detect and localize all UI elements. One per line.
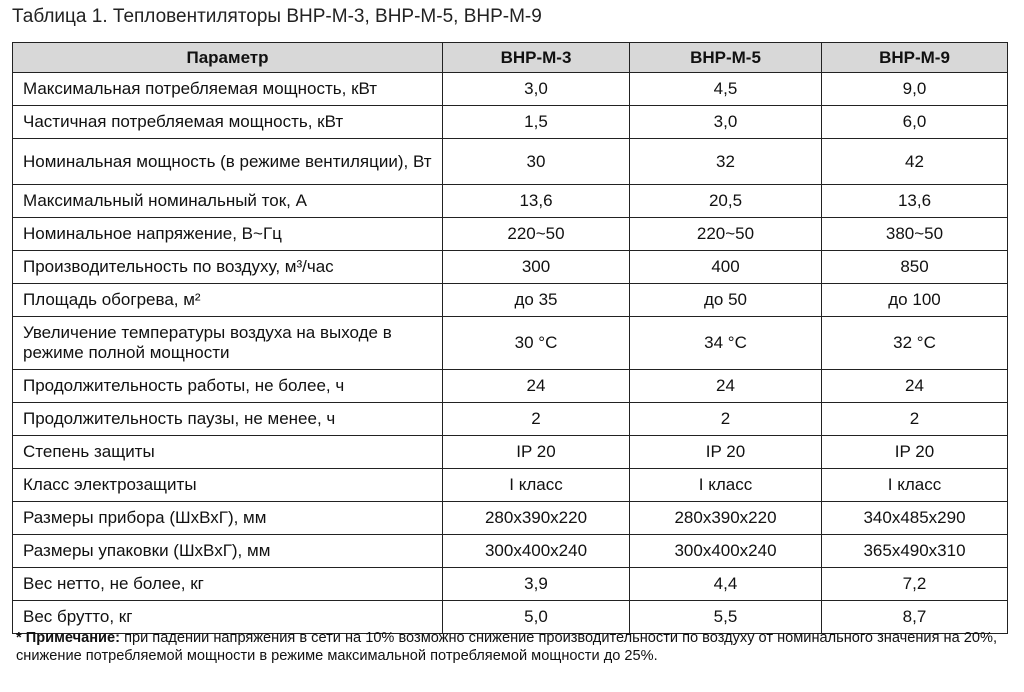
- cell-m3: I класс: [443, 469, 630, 502]
- cell-m3: 13,6: [443, 185, 630, 218]
- table-row: [13, 106, 1008, 139]
- cell-m9: 365x490x310: [822, 535, 1008, 568]
- cell-m9: 340x485x290: [822, 502, 1008, 535]
- table-row: [13, 436, 1008, 469]
- cell-m5: I класс: [630, 469, 822, 502]
- row-parameter: Номинальная мощность (в режиме вентиляции), Вт: [13, 139, 443, 185]
- cell-m5: 220~50: [630, 218, 822, 251]
- cell-m9: I класс: [822, 469, 1008, 502]
- header-model-m3: ВНР-М-3: [443, 43, 630, 73]
- footnote-label: * Примечание:: [16, 630, 121, 646]
- row-parameter: Частичная потребляемая мощность, кВт: [13, 106, 443, 139]
- table-row: [13, 218, 1008, 251]
- table-row: [13, 403, 1008, 436]
- cell-m3: 30 °C: [443, 317, 630, 370]
- table-row: [13, 284, 1008, 317]
- cell-m3: 220~50: [443, 218, 630, 251]
- cell-m3: 2: [443, 403, 630, 436]
- table-row: [13, 139, 1008, 185]
- row-parameter: Продолжительность работы, не более, ч: [13, 370, 443, 403]
- row-parameter: Увеличение температуры воздуха на выходе в режиме полной мощности: [13, 317, 443, 370]
- cell-m3: 1,5: [443, 106, 630, 139]
- table-row: [13, 251, 1008, 284]
- cell-m9: 13,6: [822, 185, 1008, 218]
- cell-m5: IP 20: [630, 436, 822, 469]
- cell-m3: 3,9: [443, 568, 630, 601]
- cell-m3: до 35: [443, 284, 630, 317]
- cell-m5: 2: [630, 403, 822, 436]
- header-model-m5: ВНР-М-5: [630, 43, 822, 73]
- cell-m3: IP 20: [443, 436, 630, 469]
- row-parameter: Максимальная потребляемая мощность, кВт: [13, 73, 443, 106]
- cell-m5: 24: [630, 370, 822, 403]
- row-parameter: Номинальное напряжение, В~Гц: [13, 218, 443, 251]
- table-row: [13, 535, 1008, 568]
- cell-m5: до 50: [630, 284, 822, 317]
- row-parameter: Максимальный номинальный ток, А: [13, 185, 443, 218]
- table-row: [13, 568, 1008, 601]
- cell-m5: 32: [630, 139, 822, 185]
- footnote-text: при падении напряжения в сети на 10% возможно снижение производительности по воздуху от номинального значения на 20%, снижение потребляемой мощности в режиме максимальной потребляемой мощности до 25%.: [16, 630, 998, 664]
- cell-m9: 42: [822, 139, 1008, 185]
- cell-m9: 24: [822, 370, 1008, 403]
- cell-m3: 3,0: [443, 73, 630, 106]
- spec-table: [12, 42, 1008, 634]
- table-row: [13, 502, 1008, 535]
- cell-m9: 850: [822, 251, 1008, 284]
- cell-m3: 24: [443, 370, 630, 403]
- cell-m9: 7,2: [822, 568, 1008, 601]
- cell-m5: 4,4: [630, 568, 822, 601]
- cell-m5: 4,5: [630, 73, 822, 106]
- table-header-row: [13, 43, 1008, 73]
- cell-m5: 5,5: [630, 601, 822, 634]
- table-row: [13, 73, 1008, 106]
- cell-m5: 280x390x220: [630, 502, 822, 535]
- row-parameter: Класс электрозащиты: [13, 469, 443, 502]
- table-row: [13, 185, 1008, 218]
- cell-m9: 6,0: [822, 106, 1008, 139]
- row-parameter: Степень защиты: [13, 436, 443, 469]
- cell-m5: 3,0: [630, 106, 822, 139]
- row-parameter: Размеры упаковки (ШхВхГ), мм: [13, 535, 443, 568]
- cell-m5: 20,5: [630, 185, 822, 218]
- table-row: [13, 469, 1008, 502]
- cell-m3: 300: [443, 251, 630, 284]
- cell-m9: до 100: [822, 284, 1008, 317]
- cell-m9: IP 20: [822, 436, 1008, 469]
- row-parameter: Размеры прибора (ШхВхГ), мм: [13, 502, 443, 535]
- row-parameter: Площадь обогрева, м²: [13, 284, 443, 317]
- cell-m3: 30: [443, 139, 630, 185]
- header-parameter: Параметр: [13, 43, 443, 73]
- cell-m3: 280x390x220: [443, 502, 630, 535]
- row-parameter: Вес брутто, кг: [13, 601, 443, 634]
- table-row: [13, 370, 1008, 403]
- table-caption: Таблица 1. Тепловентиляторы ВНР-М-3, ВНР-М-5, ВНР-М-9: [12, 6, 542, 27]
- table-row: [13, 317, 1008, 370]
- row-parameter: Продолжительность паузы, не менее, ч: [13, 403, 443, 436]
- header-model-m9: ВНР-М-9: [822, 43, 1008, 73]
- cell-m5: 34 °C: [630, 317, 822, 370]
- footnote: [16, 629, 1006, 665]
- cell-m5: 300x400x240: [630, 535, 822, 568]
- cell-m3: 5,0: [443, 601, 630, 634]
- cell-m9: 380~50: [822, 218, 1008, 251]
- cell-m9: 2: [822, 403, 1008, 436]
- cell-m5: 400: [630, 251, 822, 284]
- cell-m9: 9,0: [822, 73, 1008, 106]
- cell-m3: 300x400x240: [443, 535, 630, 568]
- row-parameter: Вес нетто, не более, кг: [13, 568, 443, 601]
- row-parameter: Производительность по воздуху, м³/час: [13, 251, 443, 284]
- cell-m9: 32 °C: [822, 317, 1008, 370]
- cell-m9: 8,7: [822, 601, 1008, 634]
